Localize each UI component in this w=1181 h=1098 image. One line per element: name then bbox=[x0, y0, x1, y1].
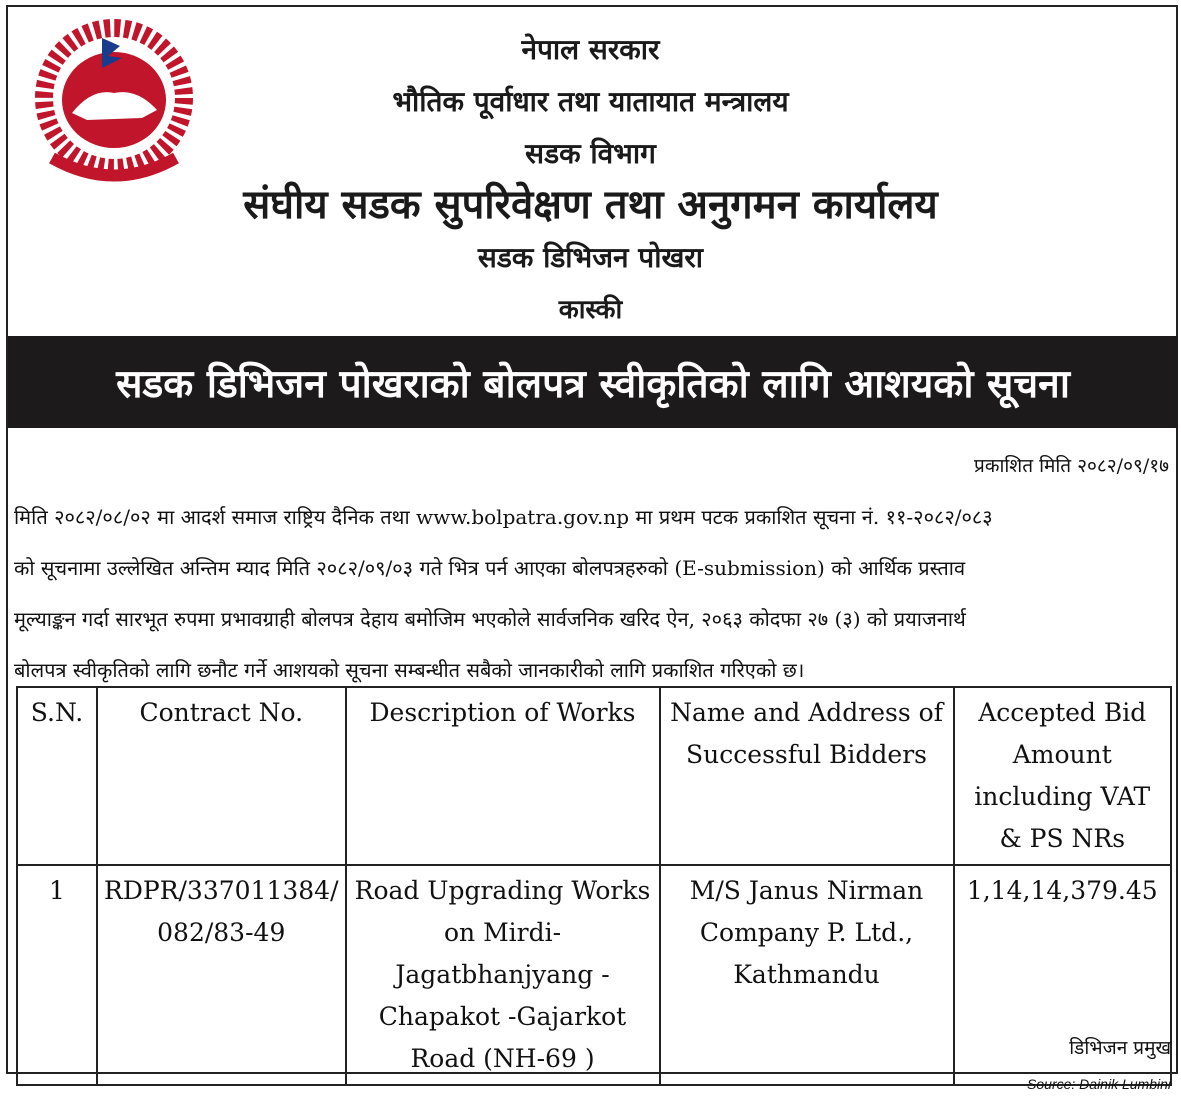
header-government: नेपाल सरकार bbox=[521, 33, 660, 66]
col-header-description: Description of Works bbox=[346, 687, 660, 865]
col-header-contract-no: Contract No. bbox=[97, 687, 346, 865]
bid-acceptance-table bbox=[16, 686, 1172, 1086]
notice-title-banner: सडक डिभिजन पोखराको बोलपत्र स्वीकृतिको लागि आशयको सूचना bbox=[8, 336, 1178, 428]
cell-description: Road Upgrading Works on Mirdi-Jagatbhanjyang -Chapakot -Gajarkot Road (NH-69 ) bbox=[346, 865, 660, 1085]
col-header-bidder: Name and Address of Successful Bidders bbox=[660, 687, 954, 865]
body-line: बोलपत्र स्वीकृतिको लागि छनौट गर्ने आशयको सूचना सम्बन्धीत सबैको जानकारीको लागि प्रकाशित गरिएको छ। bbox=[14, 658, 805, 682]
header-district: कास्की bbox=[558, 295, 623, 325]
cell-bidder: M/S Janus Nirman Company P. Ltd., Kathmandu bbox=[660, 865, 954, 1085]
published-date: प्रकाशित मिति २०८२/०९/१७ bbox=[974, 455, 1169, 477]
body-line: को सूचनामा उल्लेखित अन्तिम म्याद मिति २०८२/०९/०३ गते भित्र पर्न आएका बोलपत्रहरुको (E-submission) को आर्थिक प्रस्ताव bbox=[14, 556, 966, 580]
cell-contract-no: RDPR/337011384/ 082/83-49 bbox=[97, 865, 346, 1085]
header-department: सडक विभाग bbox=[525, 137, 656, 170]
notice-body bbox=[14, 492, 1172, 696]
body-line: मिति २०८२/०८/०२ मा आदर्श समाज राष्ट्रिय दैनिक तथा www.bolpatra.gov.np मा प्रथम पटक प्रकाशित सूचना नं. ११-२०८२/०८३ bbox=[14, 505, 993, 529]
col-header-sn: S.N. bbox=[17, 687, 97, 865]
table-header-row bbox=[17, 687, 1171, 865]
cell-sn: 1 bbox=[17, 865, 97, 1085]
source-credit: Source: Dainik Lumbini bbox=[1027, 1076, 1171, 1092]
signature-title: डिभिजन प्रमुख bbox=[1069, 1037, 1171, 1059]
header-division: सडक डिभिजन पोखरा bbox=[477, 241, 704, 274]
col-header-amount: Accepted Bid Amount including VAT & PS NRs bbox=[954, 687, 1171, 865]
header-ministry: भौतिक पूर्वाधार तथा यातायात मन्त्रालय bbox=[392, 85, 789, 118]
header-office: संघीय सडक सुपरिवेक्षण तथा अनुगमन कार्यालय bbox=[243, 182, 938, 228]
body-line: मूल्याङ्कन गर्दा सारभूत रुपमा प्रभावग्राही बोलपत्र देहाय बमोजिम भएकोले सार्वजनिक खरिद ऐन, २०६३ कोदफा २७ (३) को प्रयाजनार्थ bbox=[14, 607, 966, 631]
table-row bbox=[17, 865, 1171, 1085]
cell-amount: 1,14,14,379.45 bbox=[954, 865, 1171, 1085]
